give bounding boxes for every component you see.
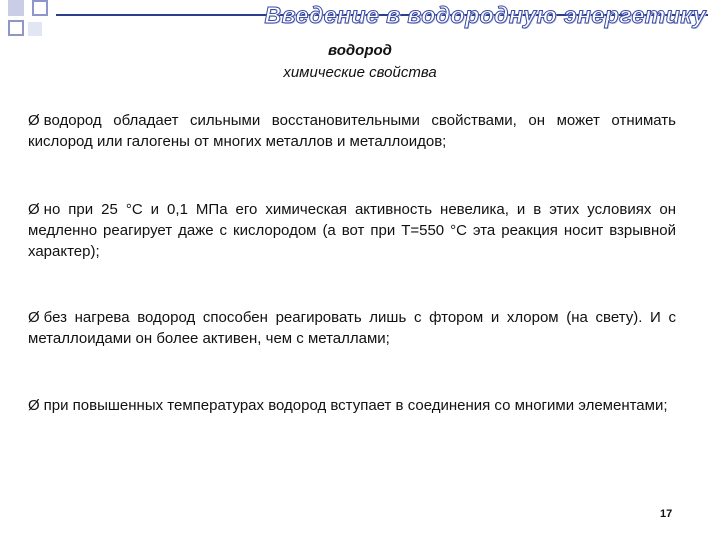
bullet-item: [28, 395, 676, 416]
bullet-item: [28, 110, 676, 152]
bullet-text: без нагрева водород способен реагировать лишь с фтором и хлором (на свету). И с металлоидами он более активен, чем с металлами;: [28, 309, 676, 347]
arrow-right-icon: Ø: [28, 397, 40, 414]
bullet-item: [28, 199, 676, 262]
bullet-text: при повышенных температурах водород вступает в соединения со многими элементами;: [43, 397, 668, 414]
arrow-right-icon: Ø: [28, 112, 40, 129]
presentation-title: Введение в водородную энергетику: [264, 2, 706, 28]
bullet-text: водород обладает сильными восстановительными свойствами, он может отнимать кислород или галогены от многих металлов и металлоидов;: [28, 112, 676, 150]
arrow-right-icon: Ø: [28, 309, 40, 326]
bullet-item: [28, 307, 676, 349]
slide-subtitle: химические свойства: [283, 64, 437, 81]
slide-title: водород: [328, 42, 392, 59]
page-number: 17: [660, 508, 673, 520]
bullet-text: но при 25 °С и 0,1 МПа его химическая активность невелика, и в этих условиях он медленно реагирует даже с кислородом (а вот при Т=550 °С эта реакция носит взрывной характер);: [28, 201, 676, 260]
arrow-right-icon: Ø: [28, 201, 40, 218]
